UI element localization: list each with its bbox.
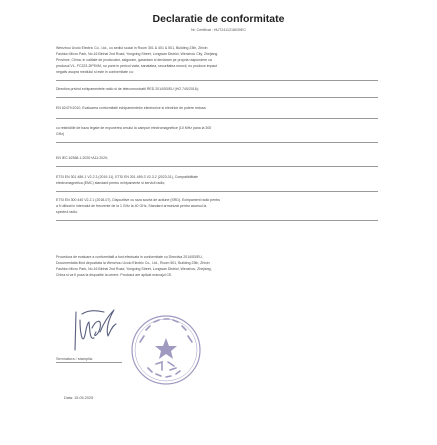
divider <box>56 220 378 221</box>
directive-red <box>56 86 378 92</box>
divider <box>56 166 378 167</box>
directive-line: GHz) <box>56 132 65 136</box>
directive-line: cu restrictiile de baza legate de expunerea omului la campuri electromagnetice (10 MHz pana la 300 <box>56 126 212 130</box>
directive-line: ETSI EN 300 440 V2.2.1 (2018-07), Dispozitive cu raza scurta de actiune (SRD), Echipament radio pentru <box>56 198 221 202</box>
document-title: Declaratie de conformitate <box>152 13 285 25</box>
standard-en62368 <box>56 155 378 161</box>
procedure-line: China si va fi pusa la dispozitie la cerere. Produsul are aplicat marcajul CE. <box>56 273 173 277</box>
procedure-line: Documentatia fiind depozitata la Wenzhou Uvolo Electric Co., Ltd., Room 501, Building 23th, Zhixin <box>56 261 210 265</box>
standard-em-exposure <box>56 125 378 137</box>
standard-etsi-emc <box>56 174 378 186</box>
intro-line: Wenzhou Uvolo Electric Co., Ltd., cu sediul social in Room 301 & 401 & 501, Building 23th, Zhixin <box>56 46 208 50</box>
declaration-date: Data: 15.05.2025 <box>64 396 94 400</box>
intro-line: produsul VL- FC223-2IP5VM, nu pune in pericol viata, sanatatea, securitatea muncii, nu produce impact <box>56 64 218 68</box>
handwritten-signature-icon <box>56 302 126 358</box>
divider <box>56 191 378 192</box>
directive-line: Directiva privind echipamentele radio si de telecomunicatii RED 2014/53/EU (HG 740/2016); <box>56 87 199 91</box>
certificate-number: Nr. Certificat : HUT2411218039EC <box>191 28 246 32</box>
intro-paragraph <box>56 45 378 75</box>
divider <box>56 97 378 98</box>
intro-line: Province, China, in calitate de producator, asiguram, garantam si declaram pe propria raspundere ca <box>56 58 212 62</box>
company-seal-stamp-icon <box>128 312 204 388</box>
directive-line: a fi utilizat in intervalul de frecvente de la 1 GHz la 40 GHz, Standard armonizat pentru accesul la <box>56 204 207 208</box>
directive-line: EN IEC 62368-1:2020+A11:2020; <box>56 156 108 160</box>
standard-en62479 <box>56 105 378 111</box>
directive-line: EN 62479:2010, Evaluarea conformitatii echipamentelor electronice si electrice de putere redusa <box>56 106 206 110</box>
procedure-line: Procedura de evaluare a conformitatii a fost efectuata in conformitate cu Directiva 2014/53/EU, <box>56 255 203 259</box>
procedure-paragraph <box>56 254 378 278</box>
intro-line: negativ asupra mediului si este in conformitate cu: <box>56 70 134 74</box>
procedure-line: Fashion Micro Park, No.16 Binhai 2nd Road, Yongxing Street, Longwan District, Wenzhou, Zhejiang, <box>56 267 212 271</box>
divider <box>56 80 378 81</box>
signature-label: Semnatura / stampila: <box>56 357 93 361</box>
standard-etsi-srd <box>56 197 378 215</box>
divider <box>56 142 378 143</box>
directive-line: spectrul radio. <box>56 210 78 214</box>
directive-line: electromagnetica (EMC) standard pentru echipamente si servicii radio; <box>56 181 166 185</box>
signature-line <box>56 362 122 363</box>
intro-line: Fashion Micro Park, No.16 Binhai 2nd Road, Yongxing Street, Longwan District, Wenzhou City, Zhejiang <box>56 52 218 56</box>
directive-line: ETSI EN 301 489-1 V2.2.3 (2019-11), ETSI EN 301 489-3 V2.3.2 (2023-01), Compatibilitate <box>56 175 198 179</box>
divider <box>56 118 378 119</box>
